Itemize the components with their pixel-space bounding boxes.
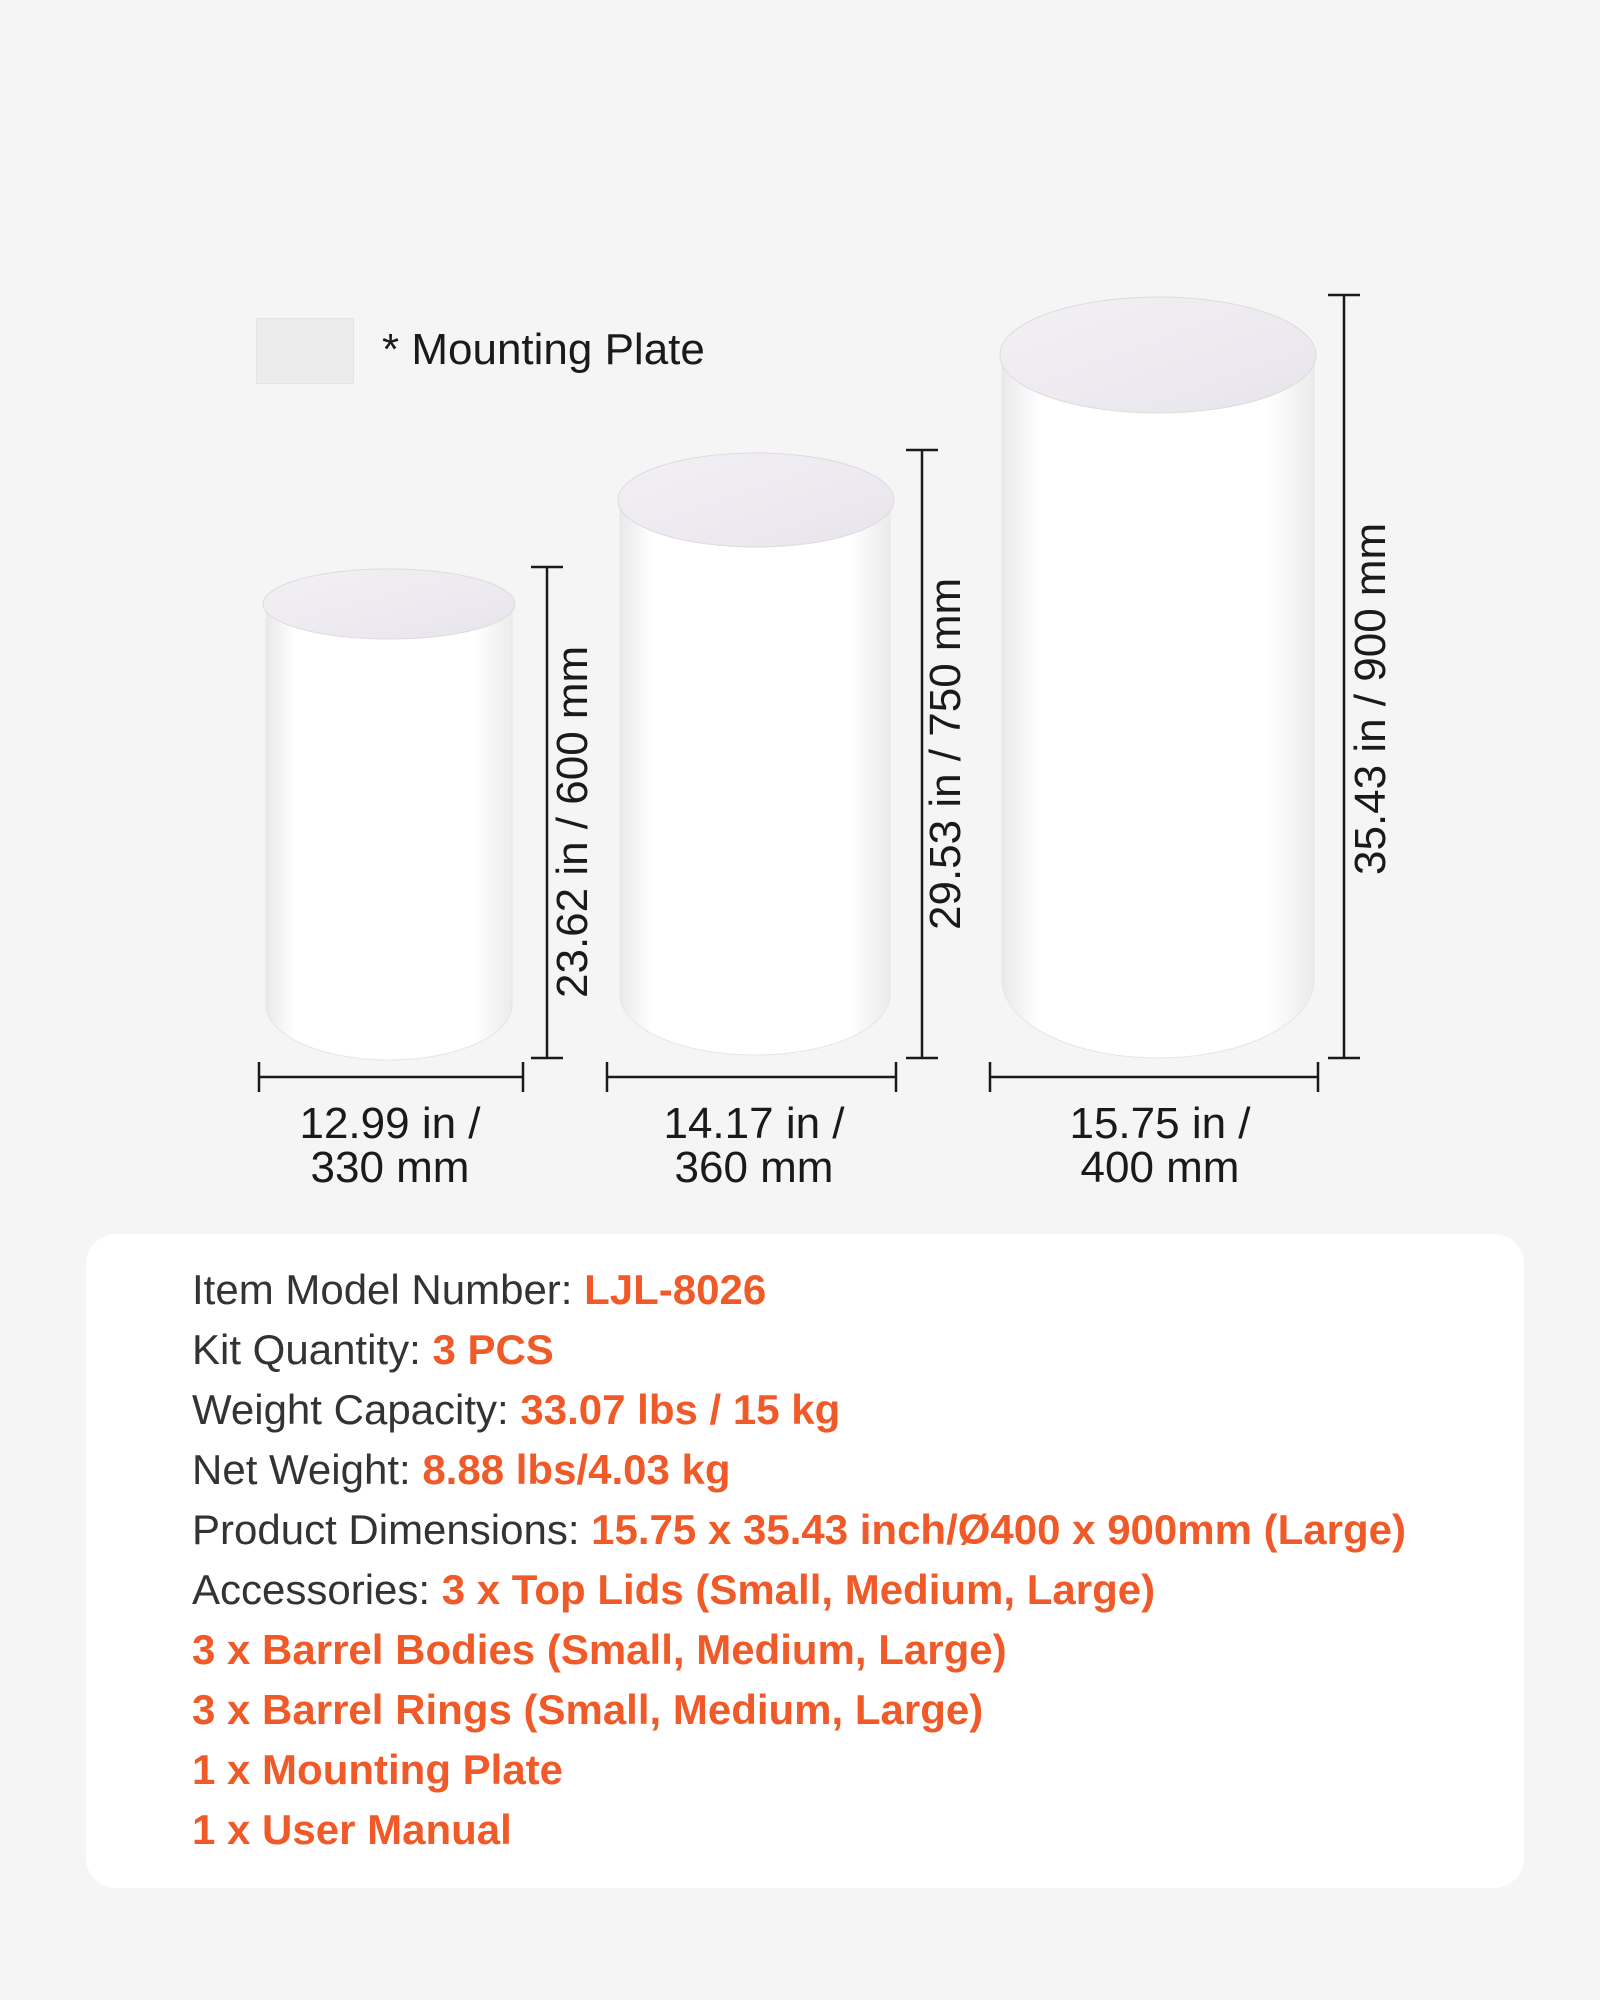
width-label-large-line1: 15.75 in / (1069, 1099, 1251, 1148)
spec-key-capacity: Weight Capacity: (192, 1386, 521, 1433)
accessory-item: 3 x Barrel Rings (Small, Medium, Large) (192, 1686, 984, 1733)
spec-key-accessories: Accessories: (192, 1566, 442, 1613)
accessory-row (192, 1800, 1406, 1860)
accessory-item: 3 x Top Lids (Small, Medium, Large) (441, 1566, 1156, 1613)
width-label-small-line1: 12.99 in / (299, 1099, 481, 1148)
spec-value-net-weight: 8.88 lbs/4.03 kg (422, 1446, 731, 1493)
width-label-small-line2: 330 mm (310, 1143, 470, 1192)
accessory-item: 3 x Barrel Bodies (Small, Medium, Large) (192, 1626, 1007, 1673)
spec-row-accessories (192, 1560, 1406, 1620)
width-label-medium-line1: 14.17 in / (663, 1099, 845, 1148)
spec-value-capacity: 33.07 lbs / 15 kg (520, 1386, 841, 1433)
spec-row-model (192, 1260, 1406, 1320)
height-label-medium: 29.53 in / 750 mm (921, 577, 970, 930)
height-label-small: 23.62 in / 600 mm (548, 645, 597, 998)
spec-key-dimensions: Product Dimensions: (192, 1506, 592, 1553)
width-label-medium (604, 1099, 904, 1192)
legend-label: * Mounting Plate (382, 325, 705, 374)
width-label-large-line2: 400 mm (1080, 1143, 1240, 1192)
spec-key-quantity: Kit Quantity: (192, 1326, 433, 1373)
spec-value-model: LJL-8026 (584, 1266, 767, 1313)
spec-list (192, 1260, 1406, 1860)
width-label-small (240, 1099, 540, 1192)
spec-key-net-weight: Net Weight: (192, 1446, 423, 1493)
width-dimension-medium (607, 1062, 896, 1092)
width-label-medium-line2: 360 mm (674, 1143, 834, 1192)
accessory-row (192, 1620, 1406, 1680)
accessory-item: 1 x User Manual (192, 1806, 512, 1853)
cylinder-small (263, 569, 515, 1060)
height-label-large: 35.43 in / 900 mm (1346, 522, 1395, 875)
spec-row-capacity (192, 1380, 1406, 1440)
spec-value-dimensions: 15.75 x 35.43 inch/Ø400 x 900mm (Large) (591, 1506, 1406, 1553)
width-label-large (1010, 1099, 1310, 1192)
spec-row-net-weight (192, 1440, 1406, 1500)
accessory-row (192, 1680, 1406, 1740)
spec-row-quantity (192, 1320, 1406, 1380)
spec-value-quantity: 3 PCS (432, 1326, 554, 1373)
width-dimension-small (259, 1062, 523, 1092)
cylinder-medium (618, 453, 894, 1055)
cylinder-large (1000, 297, 1316, 1058)
mounting-plate-swatch (256, 318, 354, 384)
accessory-row (192, 1740, 1406, 1800)
accessory-item: 1 x Mounting Plate (192, 1746, 564, 1793)
spec-row-dimensions (192, 1500, 1406, 1560)
width-dimension-large (990, 1062, 1318, 1092)
spec-key-model: Item Model Number: (192, 1266, 585, 1313)
